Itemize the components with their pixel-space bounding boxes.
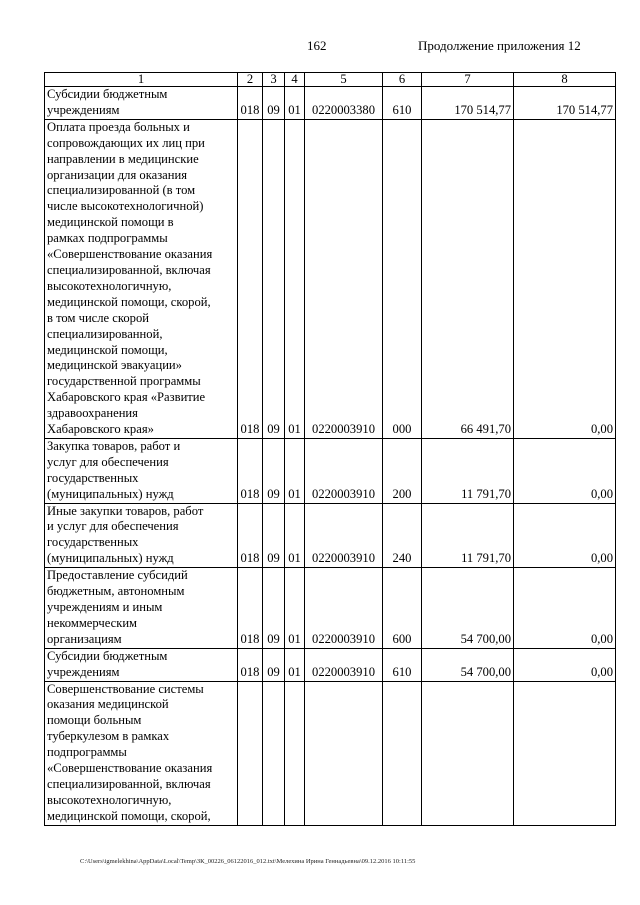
cell-ministry-code: 018 (238, 648, 263, 681)
cell-target-article: 0220003910 (305, 438, 383, 503)
description-line: Оплата проезда больных и (47, 119, 190, 134)
description-line: государственных (47, 535, 139, 550)
cell-section-code (263, 681, 285, 825)
table-header-row (45, 73, 616, 87)
description-line: Совершенствование системы (47, 681, 204, 696)
description-line: Субсидии бюджетным (47, 648, 168, 663)
cell-description (45, 503, 238, 568)
description-line: (муниципальных) нужд (47, 486, 174, 501)
cell-target-article: 0220003910 (305, 503, 383, 568)
description-line: Предоставление субсидий (47, 568, 188, 583)
description-line: Хабаровского края «Развитие (47, 390, 206, 405)
cell-target-article: 0220003910 (305, 648, 383, 681)
description-line: специализированной, включая (47, 776, 211, 791)
description-line: бюджетным, автономным (47, 584, 185, 599)
cell-subsection-code: 01 (285, 648, 305, 681)
cell-amount-actual: 0,00 (514, 503, 616, 568)
description-line: высокотехнологичную, (47, 278, 172, 293)
table-row (45, 119, 616, 438)
table-row (45, 503, 616, 568)
budget-table (44, 72, 616, 826)
description-line: специализированной, (47, 326, 163, 341)
column-header: 4 (285, 73, 305, 87)
cell-subsection-code: 01 (285, 568, 305, 649)
table-row (45, 648, 616, 681)
cell-expense-type: 600 (383, 568, 422, 649)
table-row (45, 438, 616, 503)
file-path-footer: C:\Users\igmelekhina\AppData\Local\Temp\ЗК_00226_06122016_012.txt\Мелехина Ирина Геннадьевна\09.12.2016 10:11:55 (80, 858, 416, 865)
cell-amount-plan: 54 700,00 (422, 648, 514, 681)
description-line: «Совершенствование оказания (47, 247, 213, 262)
description-line: туберкулезом в рамках (47, 729, 170, 744)
description-line: учреждениям и иным (47, 600, 163, 614)
description-line: числе высокотехнологичной) (47, 199, 204, 214)
description-line: помощи больным (47, 713, 142, 728)
cell-ministry-code: 018 (238, 119, 263, 438)
cell-description (45, 119, 238, 438)
cell-section-code: 09 (263, 568, 285, 649)
cell-amount-plan: 11 791,70 (422, 503, 514, 568)
cell-subsection-code: 01 (285, 87, 305, 120)
description-line: и услуг для обеспечения (47, 519, 179, 534)
description-line: в том числе скорой (47, 310, 149, 325)
cell-target-article: 0220003910 (305, 568, 383, 649)
cell-amount-actual (514, 681, 616, 825)
cell-section-code: 09 (263, 87, 285, 120)
cell-expense-type: 200 (383, 438, 422, 503)
cell-subsection-code: 01 (285, 438, 305, 503)
description-line: здравоохранения (47, 406, 138, 421)
cell-description (45, 438, 238, 503)
cell-ministry-code: 018 (238, 568, 263, 649)
cell-subsection-code (285, 681, 305, 825)
column-header: 8 (514, 73, 616, 87)
description-line: учреждениям (47, 102, 120, 117)
cell-section-code: 09 (263, 438, 285, 503)
table-row (45, 568, 616, 649)
description-line: (муниципальных) нужд (47, 551, 174, 566)
description-line: оказания медицинской (47, 697, 169, 712)
cell-ministry-code: 018 (238, 87, 263, 120)
cell-amount-plan: 54 700,00 (422, 568, 514, 649)
cell-section-code: 09 (263, 119, 285, 438)
column-header: 7 (422, 73, 514, 87)
cell-description (45, 87, 238, 120)
description-line: государственных (47, 470, 139, 485)
description-line: услуг для обеспечения (47, 454, 169, 469)
description-line: учреждениям (47, 664, 120, 679)
description-line: высокотехнологичную, (47, 792, 172, 807)
cell-target-article: 0220003380 (305, 87, 383, 120)
description-line: государственной программы (47, 374, 201, 389)
cell-amount-plan: 11 791,70 (422, 438, 514, 503)
column-header: 6 (383, 73, 422, 87)
description-line: организациям (47, 631, 122, 646)
cell-ministry-code: 018 (238, 438, 263, 503)
cell-description (45, 681, 238, 825)
cell-description (45, 648, 238, 681)
column-header: 3 (263, 73, 285, 87)
cell-amount-plan: 66 491,70 (422, 119, 514, 438)
cell-expense-type: 240 (383, 503, 422, 568)
description-line: Хабаровского края» (47, 422, 154, 437)
cell-ministry-code (238, 681, 263, 825)
page-number: 162 (307, 38, 327, 53)
column-header: 2 (238, 73, 263, 87)
description-line: медицинской помощи в (47, 215, 174, 230)
description-line: специализированной (в том (47, 183, 196, 198)
cell-description (45, 568, 238, 649)
description-line: медицинской помощи, скорой, (47, 294, 211, 309)
description-line: организации для оказания (47, 167, 188, 182)
table-row (45, 681, 616, 825)
description-line: сопровождающих их лиц при (47, 135, 205, 150)
description-line: подпрограммы (47, 745, 127, 760)
description-line: Субсидии бюджетным (47, 87, 168, 101)
cell-amount-actual: 0,00 (514, 119, 616, 438)
cell-amount-plan (422, 681, 514, 825)
cell-expense-type: 610 (383, 87, 422, 120)
description-line: «Совершенствование оказания (47, 761, 213, 776)
description-line: медицинской помощи, скорой, (47, 808, 211, 823)
column-header: 5 (305, 73, 383, 87)
cell-subsection-code: 01 (285, 119, 305, 438)
cell-amount-plan: 170 514,77 (422, 87, 514, 120)
cell-section-code: 09 (263, 503, 285, 568)
cell-amount-actual: 0,00 (514, 568, 616, 649)
cell-amount-actual: 0,00 (514, 648, 616, 681)
cell-amount-actual: 0,00 (514, 438, 616, 503)
appendix-continuation-title: Продолжение приложения 12 (418, 38, 581, 53)
description-line: некоммерческим (47, 615, 138, 630)
cell-expense-type (383, 681, 422, 825)
cell-target-article (305, 681, 383, 825)
cell-expense-type: 610 (383, 648, 422, 681)
cell-section-code: 09 (263, 648, 285, 681)
cell-expense-type: 000 (383, 119, 422, 438)
description-line: направлении в медицинские (47, 151, 199, 166)
description-line: медицинской эвакуации» (47, 358, 182, 373)
column-header: 1 (45, 73, 238, 87)
description-line: Закупка товаров, работ и (47, 438, 181, 453)
cell-ministry-code: 018 (238, 503, 263, 568)
description-line: рамках подпрограммы (47, 231, 168, 246)
description-line: Иные закупки товаров, работ (47, 503, 204, 518)
cell-target-article: 0220003910 (305, 119, 383, 438)
description-line: специализированной, включая (47, 262, 211, 277)
cell-subsection-code: 01 (285, 503, 305, 568)
description-line: медицинской помощи, (47, 342, 168, 357)
table-row (45, 87, 616, 120)
cell-amount-actual: 170 514,77 (514, 87, 616, 120)
